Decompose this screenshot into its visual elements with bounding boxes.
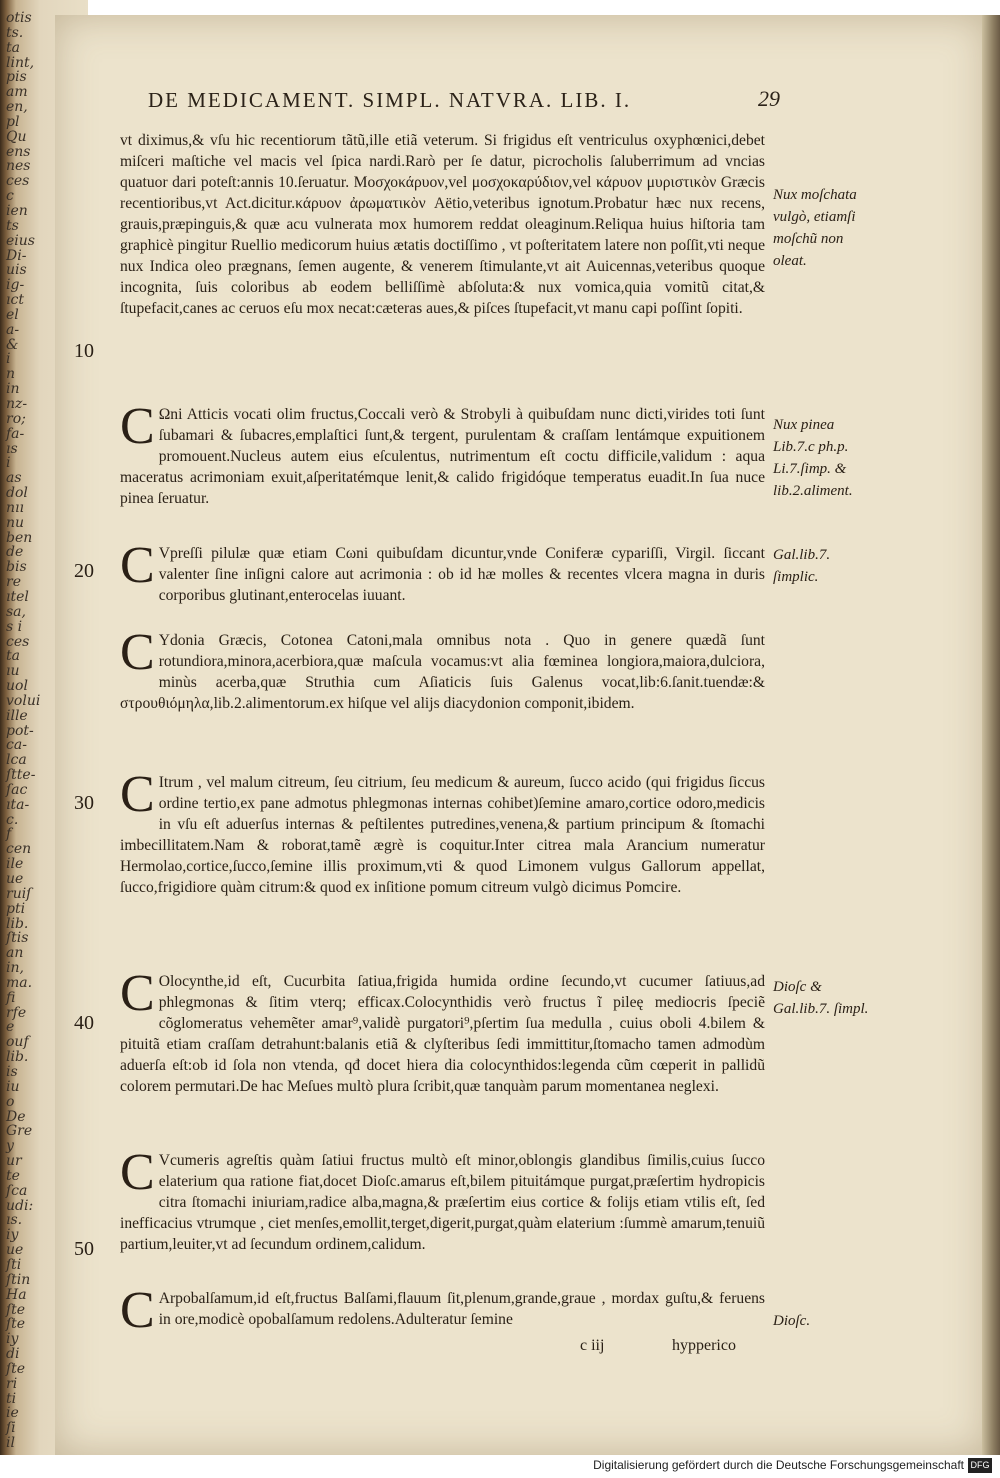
spine-fragment: pti bbox=[6, 900, 26, 917]
spine-fragment: de bbox=[6, 544, 24, 561]
spine-fragment: a- bbox=[6, 321, 20, 338]
spine-fragment: i bbox=[6, 351, 11, 368]
margin-note: Nux moſchata vulgò, etiamſi moſchũ non oleat. bbox=[773, 187, 857, 269]
paragraph-colocynthe bbox=[120, 965, 765, 1097]
page-edge bbox=[982, 15, 1000, 1455]
running-title: DE MEDICAMENT. SIMPL. NATVRA. LIB. I. bbox=[148, 88, 632, 112]
spine-fragment: i bbox=[6, 455, 11, 472]
spine-fragment: nes bbox=[6, 158, 31, 175]
spine-fragment: nu bbox=[6, 514, 25, 531]
spine-fragment: Ha bbox=[6, 1286, 27, 1303]
spine-fragment: ca- bbox=[6, 737, 27, 754]
spine-fragment: in, bbox=[6, 960, 24, 977]
spine-fragment: ien bbox=[6, 202, 28, 219]
spine-fragment: lib. bbox=[6, 1049, 29, 1066]
spine-fragment: n bbox=[6, 366, 16, 383]
spine-fragment: c bbox=[6, 188, 14, 205]
drop-capital: C bbox=[120, 537, 155, 594]
spine-fragment: fi bbox=[6, 989, 16, 1006]
spine-fragment: bis bbox=[6, 559, 27, 576]
spine-fragment: De bbox=[6, 1108, 26, 1125]
spine-fragment: ſte bbox=[6, 1360, 26, 1377]
spine-fragment: ſte bbox=[6, 1316, 26, 1333]
spine-fragment: dol bbox=[6, 485, 28, 502]
digitization-footer bbox=[0, 1455, 1000, 1478]
spine-fragment: pl bbox=[6, 113, 20, 130]
spine-fragment: an bbox=[6, 945, 24, 962]
spine-fragment: di bbox=[6, 1346, 20, 1363]
spine-fragment: uol bbox=[6, 678, 28, 695]
line-number: 50 bbox=[74, 1238, 94, 1260]
paragraph-text: Ωni Atticis vocati olim fructus,Coccali verò & Strobyli à quibuſdam nunc dicti,virides toti ſunt ſubamari & ſubacres,emplaſtici ſunt,& tergent, purulentam & craſſam lentámque expuitionem promouent.Nucleus autem eius eſculentus, nutrimentum eſt coctu difficile,validum : aqua maceratus acrimoniam exuit,aſperitatémque lenit,& calido frigidóque temperatus euadit.In ſua nuce pinea ſeruatur. bbox=[120, 406, 765, 507]
spine-fragment: ıs. bbox=[6, 1212, 23, 1229]
line-number: 30 bbox=[74, 792, 94, 814]
spine-fragment: ta bbox=[6, 39, 20, 56]
spine-fragment: pot- bbox=[6, 722, 34, 739]
drop-capital: C bbox=[120, 624, 155, 681]
spine-fragment: ıu bbox=[6, 663, 20, 680]
spine-fragment: cen bbox=[6, 841, 32, 858]
spine-fragment: ie bbox=[6, 1405, 19, 1422]
spine-fragment: ue bbox=[6, 871, 24, 888]
spine-fragment: lca bbox=[6, 752, 27, 769]
spine-fragment: am bbox=[6, 84, 28, 101]
spine-fragment: el bbox=[6, 306, 19, 323]
drop-capital: C bbox=[120, 766, 155, 823]
spine-fragment: iu bbox=[6, 1078, 20, 1095]
paragraph-cucumeris bbox=[120, 1144, 765, 1255]
spine-fragment: lib. bbox=[6, 915, 29, 932]
spine-fragment: uis bbox=[6, 262, 27, 279]
spine-fragment: ille bbox=[6, 707, 28, 724]
spine-fragment: nz- bbox=[6, 395, 28, 412]
spine-fragment: in bbox=[6, 381, 20, 398]
spine-fragment: ti bbox=[6, 1390, 17, 1407]
spine-fragment: ſtis bbox=[6, 930, 29, 947]
line-number: 20 bbox=[74, 560, 94, 582]
spine-fragment: iy bbox=[6, 1227, 19, 1244]
spine-fragment: eius bbox=[6, 232, 35, 249]
spine-fragment: volui bbox=[6, 692, 41, 709]
paragraph-text: vt diximus,& vſu hic recentiorum tãtũ,ille etiã veterum. Si frigidus eſt ventriculus oxyphœnici,debet miſceri maſtiche vel macis vel ſpica nardi.Rarò per ſe datur, picrocholis ſaluberrimum ad vncias quatuor dari poteſt:annis 10.ſeruatur. Μοσχοκάρυον,vel μοσχοκαρύδιον,vel κάρυον μυριστικὸν Græcis recentioribus,vt Act.dicitur.κάρυον ἀρωματικὸν Aëtio,veteribus ignotum.Probatur hæc nux recens, grauis,præpinguis,& quæ acu vulnerata mox humorem reddat oleaginum.Reliqua huius hiſtoria tam graphicè pingitur Ruellio medicorum huius ætatis doctiſſimo , vt poſteritatem latere non poſſit,vti neque nux Indica oleo prægnans, ſemen augente, & venerem ſtimulante,vt ait Auicennas,veteribus quoque incognita, ſuis coloribus ab eodem belliſſimè abſoluta:& nux vomica,quia vomitũ citat,& ſtupefacit,canes ac ceruos eſu mox necat:cæteras aues,& piſces ſtupefacit,vt manu capi poſſint ſopiti. bbox=[120, 132, 765, 317]
spine-fragment: e bbox=[6, 1019, 15, 1036]
spine-fragment: ſtin bbox=[6, 1271, 31, 1288]
spine-fragment: ıtel bbox=[6, 588, 29, 605]
margin-note: Nux pinea Lib.7.c ph.p. Li.7.ſimp. & lib.2.aliment. bbox=[773, 417, 853, 499]
line-number: 40 bbox=[74, 1012, 94, 1034]
paragraph-cupressi bbox=[120, 537, 765, 606]
spine-fragment: ſi bbox=[6, 1420, 16, 1437]
spine-fragment: en, bbox=[6, 99, 28, 116]
spine-fragment: ſtte- bbox=[6, 767, 36, 784]
spine-fragment: c. bbox=[6, 811, 19, 828]
spine-fragment: ur bbox=[6, 1153, 22, 1170]
spine-fragment: sa, bbox=[6, 603, 26, 620]
spine-fragment: ces bbox=[6, 633, 30, 650]
spine-fragment: ſte bbox=[6, 1301, 26, 1318]
spine-fragment: y bbox=[6, 1138, 14, 1155]
paragraph-text: Vpreſſi pilulæ quæ etiam Cωni quibuſdam dicuntur,vnde Coniferæ cypariſſi, Virgil. ſiccant valenter ſine inſigni calore aut acrimonia : ob id hæ molles & recentes vlcera magna in duris corporibus glutinant,enterocelas iuuant. bbox=[158, 545, 765, 604]
spine-fragment: otis bbox=[6, 10, 32, 26]
margin-note: Dioſc. bbox=[773, 1313, 811, 1329]
catchword: hypperico bbox=[672, 1337, 736, 1354]
spine-fragment: ſac bbox=[6, 781, 28, 798]
spine-fragment: ruiſ bbox=[6, 885, 32, 902]
spine-fragment: rfe bbox=[6, 1004, 27, 1021]
spine-fragment: ſti bbox=[6, 1257, 22, 1273]
spine-fragment: ile bbox=[6, 856, 24, 873]
drop-capital: C bbox=[120, 1144, 155, 1201]
spine-fragment: o bbox=[6, 1093, 15, 1110]
spine-fragment: il bbox=[6, 1435, 15, 1452]
paragraph-citrum bbox=[120, 766, 765, 898]
spine-fragment: ıct bbox=[6, 292, 24, 309]
paragraph-cydonia bbox=[120, 624, 765, 714]
spine-fragment: s i bbox=[6, 618, 23, 635]
funding-credit: Digitalisierung gefördert durch die Deutsche Forschungsgemeinschaft bbox=[593, 1458, 964, 1472]
spine-fragment: pis bbox=[6, 69, 27, 86]
spine-fragment: Di- bbox=[6, 247, 27, 264]
paragraph-coni bbox=[120, 398, 765, 509]
spine-fragment: as bbox=[6, 470, 22, 487]
paragraph-text: Vcumeris agreſtis quàm ſatiui fructus multò eſt minor,oblongis glandibus ſimilis,cuius ſucco elaterium qua ratione fiat,docet Dioſc.amarus eſt,bilem pituitámque purgat,præſertim hydropicis citra ſtomachi iniuriam,radice alba,magna,& præſertim eius cortice & folijs etiam vtilis eſt, ſed inefficacius vtrumque , ciet menſes,emollit,terget,digerit,purgat,quàm elaterium :ſummè amarum,tenuiũ partium,leuiter,vt ad ſecundum ordinem,calidum. bbox=[120, 1152, 765, 1253]
line-number: 10 bbox=[74, 340, 94, 362]
paragraph-text: Olocynthe,id eſt, Cucurbita ſatiua,frigida humida ordine ſecundo,vt cucumer ſatiuus,ad phlegmonas & ſitim vterq; efficax.Colocynthidis verò fructus ĩ pileę mediocris ſpeciẽ cõglomeratus vehemẽter amar⁹,validè purgatori⁹,pſertim ſua medulla , cuius oboli 4.bilem & pituitã etiam craſſam detrahunt:balanis etiã & clyſteribus ſedi immittitur,ſtomacho tamen admodùm aduerſa eſt:ob id ſola non vtenda, qđ docet hiera dia colocynthidos:legenda cũm cœperit in pallidũ colorem permutari.De hac Meſues multò plura ſcribit,quæ tanquàm parum momentanea neglexi. bbox=[120, 973, 765, 1095]
paragraph-text: Itrum , vel malum citreum, ſeu citrium, ſeu medicum & aureum, ſucco acido (qui frigidus ſiccus ordine tertio,ex pane admotus phlegmonas internas cohibet)ſemine amaro,cortice odoro,medicis in vſu eſt aduerſus internas & peſtilentes putredines,venena,& partium principum & ſtomachi imbecillitatem.Nam & roborat,tamẽ ægrè is coquitur.Inter citrea mala Arancium numeratur Hermolao,cortice,ſucco,ſemine illis proximum,vti & quod Limonem vulgus Gallorum appellat, ſucco,frigidiore quàm citrum:& quod ex inſitione pomum citreum vulgò dicimus Pomcire. bbox=[120, 774, 765, 896]
spine-fragment: ouf bbox=[6, 1034, 29, 1051]
spine-fragment: ſca bbox=[6, 1182, 28, 1199]
spine-fragment: re bbox=[6, 574, 21, 591]
spine-fragment: ri bbox=[6, 1375, 18, 1392]
spine-fragment: iy bbox=[6, 1331, 19, 1348]
folio-number: 29 bbox=[758, 86, 780, 111]
spine-fragment: ts bbox=[6, 217, 19, 234]
spine-fragment: ma. bbox=[6, 974, 33, 991]
spine-fragment: ıta- bbox=[6, 796, 30, 813]
paragraph-text: Ydonia Græcis, Cotonea Catoni,mala omnibus nota . Quo in genere quædã ſunt rotundiora,minora,acerbiora,quæ maſcula vocamus:vt alia fœminea longiora,maiora,dulciora, minùs acerba,quæ Struthia cum Aſiaticis ſuis Galenus vocat,lib:6.ſanit.tuendæ:& στρουθιόμηλα,lib.2.alimentorum.ex hiſque vel alijs diacydonion componit,ibidem. bbox=[120, 632, 765, 712]
spine-fragment: Qu bbox=[6, 128, 27, 145]
spine-fragment: udi: bbox=[6, 1197, 34, 1214]
spine-fragment: f bbox=[6, 826, 12, 843]
margin-note: Dioſc & Gal.lib.7. ſimpl. bbox=[773, 979, 869, 1017]
spine-fragment: ces bbox=[6, 173, 30, 190]
drop-capital: C bbox=[120, 398, 155, 455]
paragraph-text: Arpobalſamum,id eſt,fructus Balſami,flauum ſit,plenum,grande,graue , mordax guſtu,& feruens in ore,modicè opobalſamum redolens.Adulteratur ſemine bbox=[158, 1290, 765, 1328]
spine-fragment: ıs bbox=[6, 440, 18, 457]
signature-mark: c iij bbox=[580, 1337, 605, 1354]
spine-fragment: ig- bbox=[6, 277, 25, 294]
spine-fragment: fa- bbox=[6, 425, 25, 442]
margin-note: Gal.lib.7. ſimplic. bbox=[773, 547, 831, 585]
spine-fragment: te bbox=[6, 1167, 20, 1184]
spine-fragment: ro; bbox=[6, 410, 26, 427]
spine-fragment: Gre bbox=[6, 1123, 33, 1140]
dfg-logo: DFG bbox=[968, 1458, 992, 1473]
paragraph-carpobalsamum bbox=[120, 1282, 765, 1339]
spine-fragment: ta bbox=[6, 648, 20, 665]
drop-capital: C bbox=[120, 965, 155, 1022]
spine-fragment: & bbox=[6, 336, 19, 353]
spine-fragment: ts. bbox=[6, 24, 24, 41]
spine-fragment: is bbox=[6, 1064, 18, 1081]
spine-fragment: ue bbox=[6, 1242, 24, 1259]
spine-fragment: nıı bbox=[6, 499, 24, 516]
spine-fragment: ben bbox=[6, 529, 33, 546]
spine-fragment: ens bbox=[6, 143, 31, 160]
paragraph-nux-moschata bbox=[120, 130, 765, 319]
spine-fragment: lint, bbox=[6, 54, 35, 71]
drop-capital: C bbox=[120, 1282, 155, 1339]
